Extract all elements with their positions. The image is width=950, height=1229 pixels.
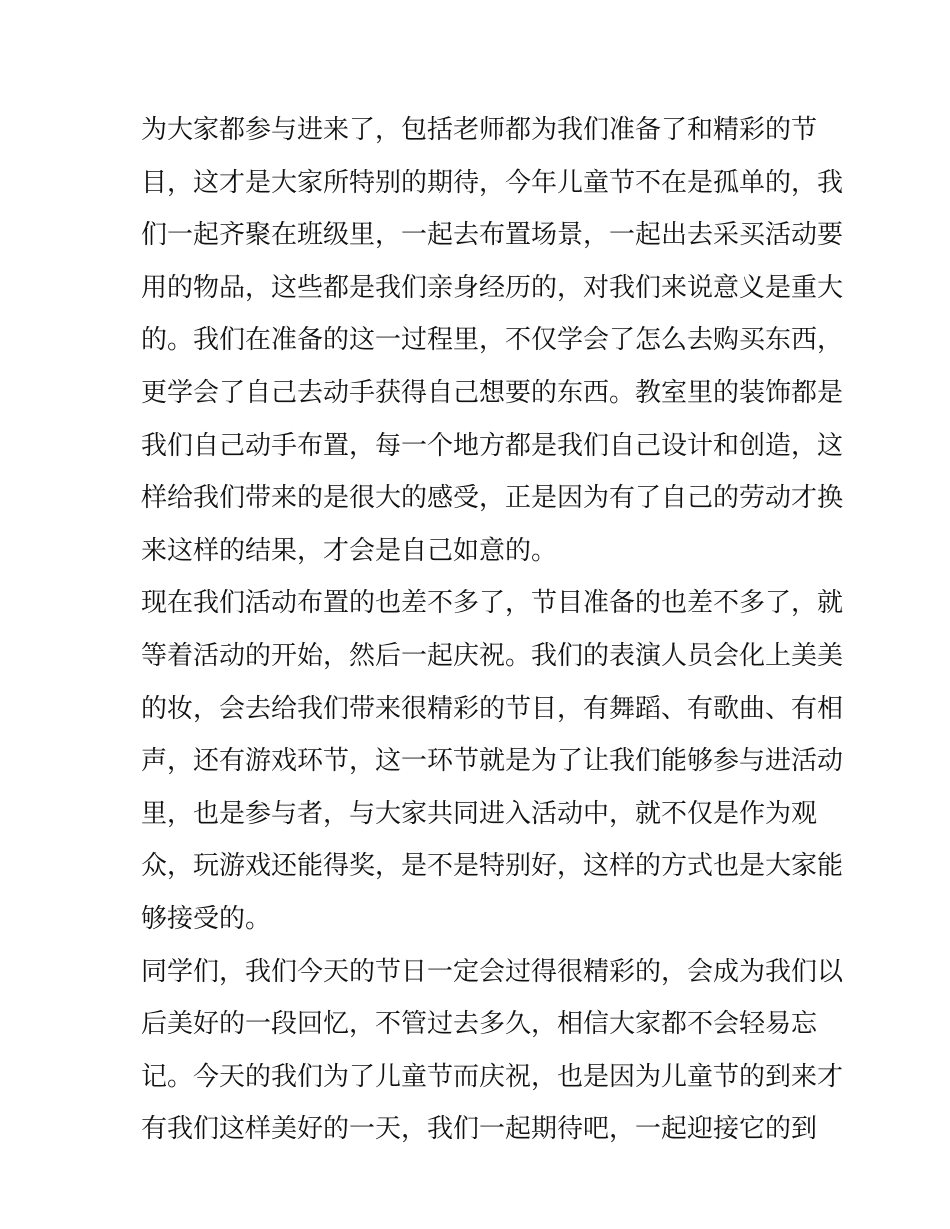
text-line: 后美好的一段回忆，不管过去多久，相信大家都不会轻易忘 [141, 1009, 818, 1040]
text-line: 我们自己动手布置，每一个地方都是我们自己设计和创造，这 [141, 430, 844, 461]
text-line: 够接受的。 [141, 903, 272, 934]
text-line: 用的物品，这些都是我们亲身经历的，对我们来说意义是重大 [141, 272, 844, 303]
text-line: 声，还有游戏环节，这一环节就是为了让我们能够参与进活动 [141, 746, 844, 777]
text-line: 有我们这样美好的一天，我们一起期待吧，一起迎接它的到 [141, 1114, 818, 1145]
text-line: 目，这才是大家所特别的期待，今年儿童节不在是孤单的，我 [141, 167, 844, 198]
text-line: 为大家都参与进来了，包括老师都为我们准备了和精彩的节 [141, 115, 818, 145]
text-line: 记。今天的我们为了儿童节而庆祝，也是因为儿童节的到来才 [141, 1061, 844, 1092]
text-line: 等着活动的开始，然后一起庆祝。我们的表演人员会化上美美 [141, 640, 844, 671]
text-line: 里，也是参与者，与大家共同进入活动中，就不仅是作为观 [141, 798, 818, 829]
text-line: 的妆，会去给我们带来很精彩的节目，有舞蹈、有歌曲、有相 [141, 693, 844, 724]
document-body [141, 104, 844, 1156]
text-line: 众，玩游戏还能得奖，是不是特别好，这样的方式也是大家能 [141, 851, 844, 882]
text-line: 样给我们带来的是很大的感受，正是因为有了自己的劳动才换 [141, 483, 844, 514]
text-line: 的。我们在准备的这一过程里，不仅学会了怎么去购买东西， [141, 325, 844, 356]
text-line: 们一起齐聚在班级里，一起去布置场景，一起出去采买活动要 [141, 220, 844, 251]
text-line: 现在我们活动布置的也差不多了，节目准备的也差不多了，就 [141, 588, 844, 619]
text-line: 同学们，我们今天的节日一定会过得很精彩的，会成为我们以 [141, 956, 844, 987]
text-line: 来这样的结果，才会是自己如意的。 [141, 535, 558, 566]
text-line: 更学会了自己去动手获得自己想要的东西。教室里的装饰都是 [141, 377, 844, 408]
